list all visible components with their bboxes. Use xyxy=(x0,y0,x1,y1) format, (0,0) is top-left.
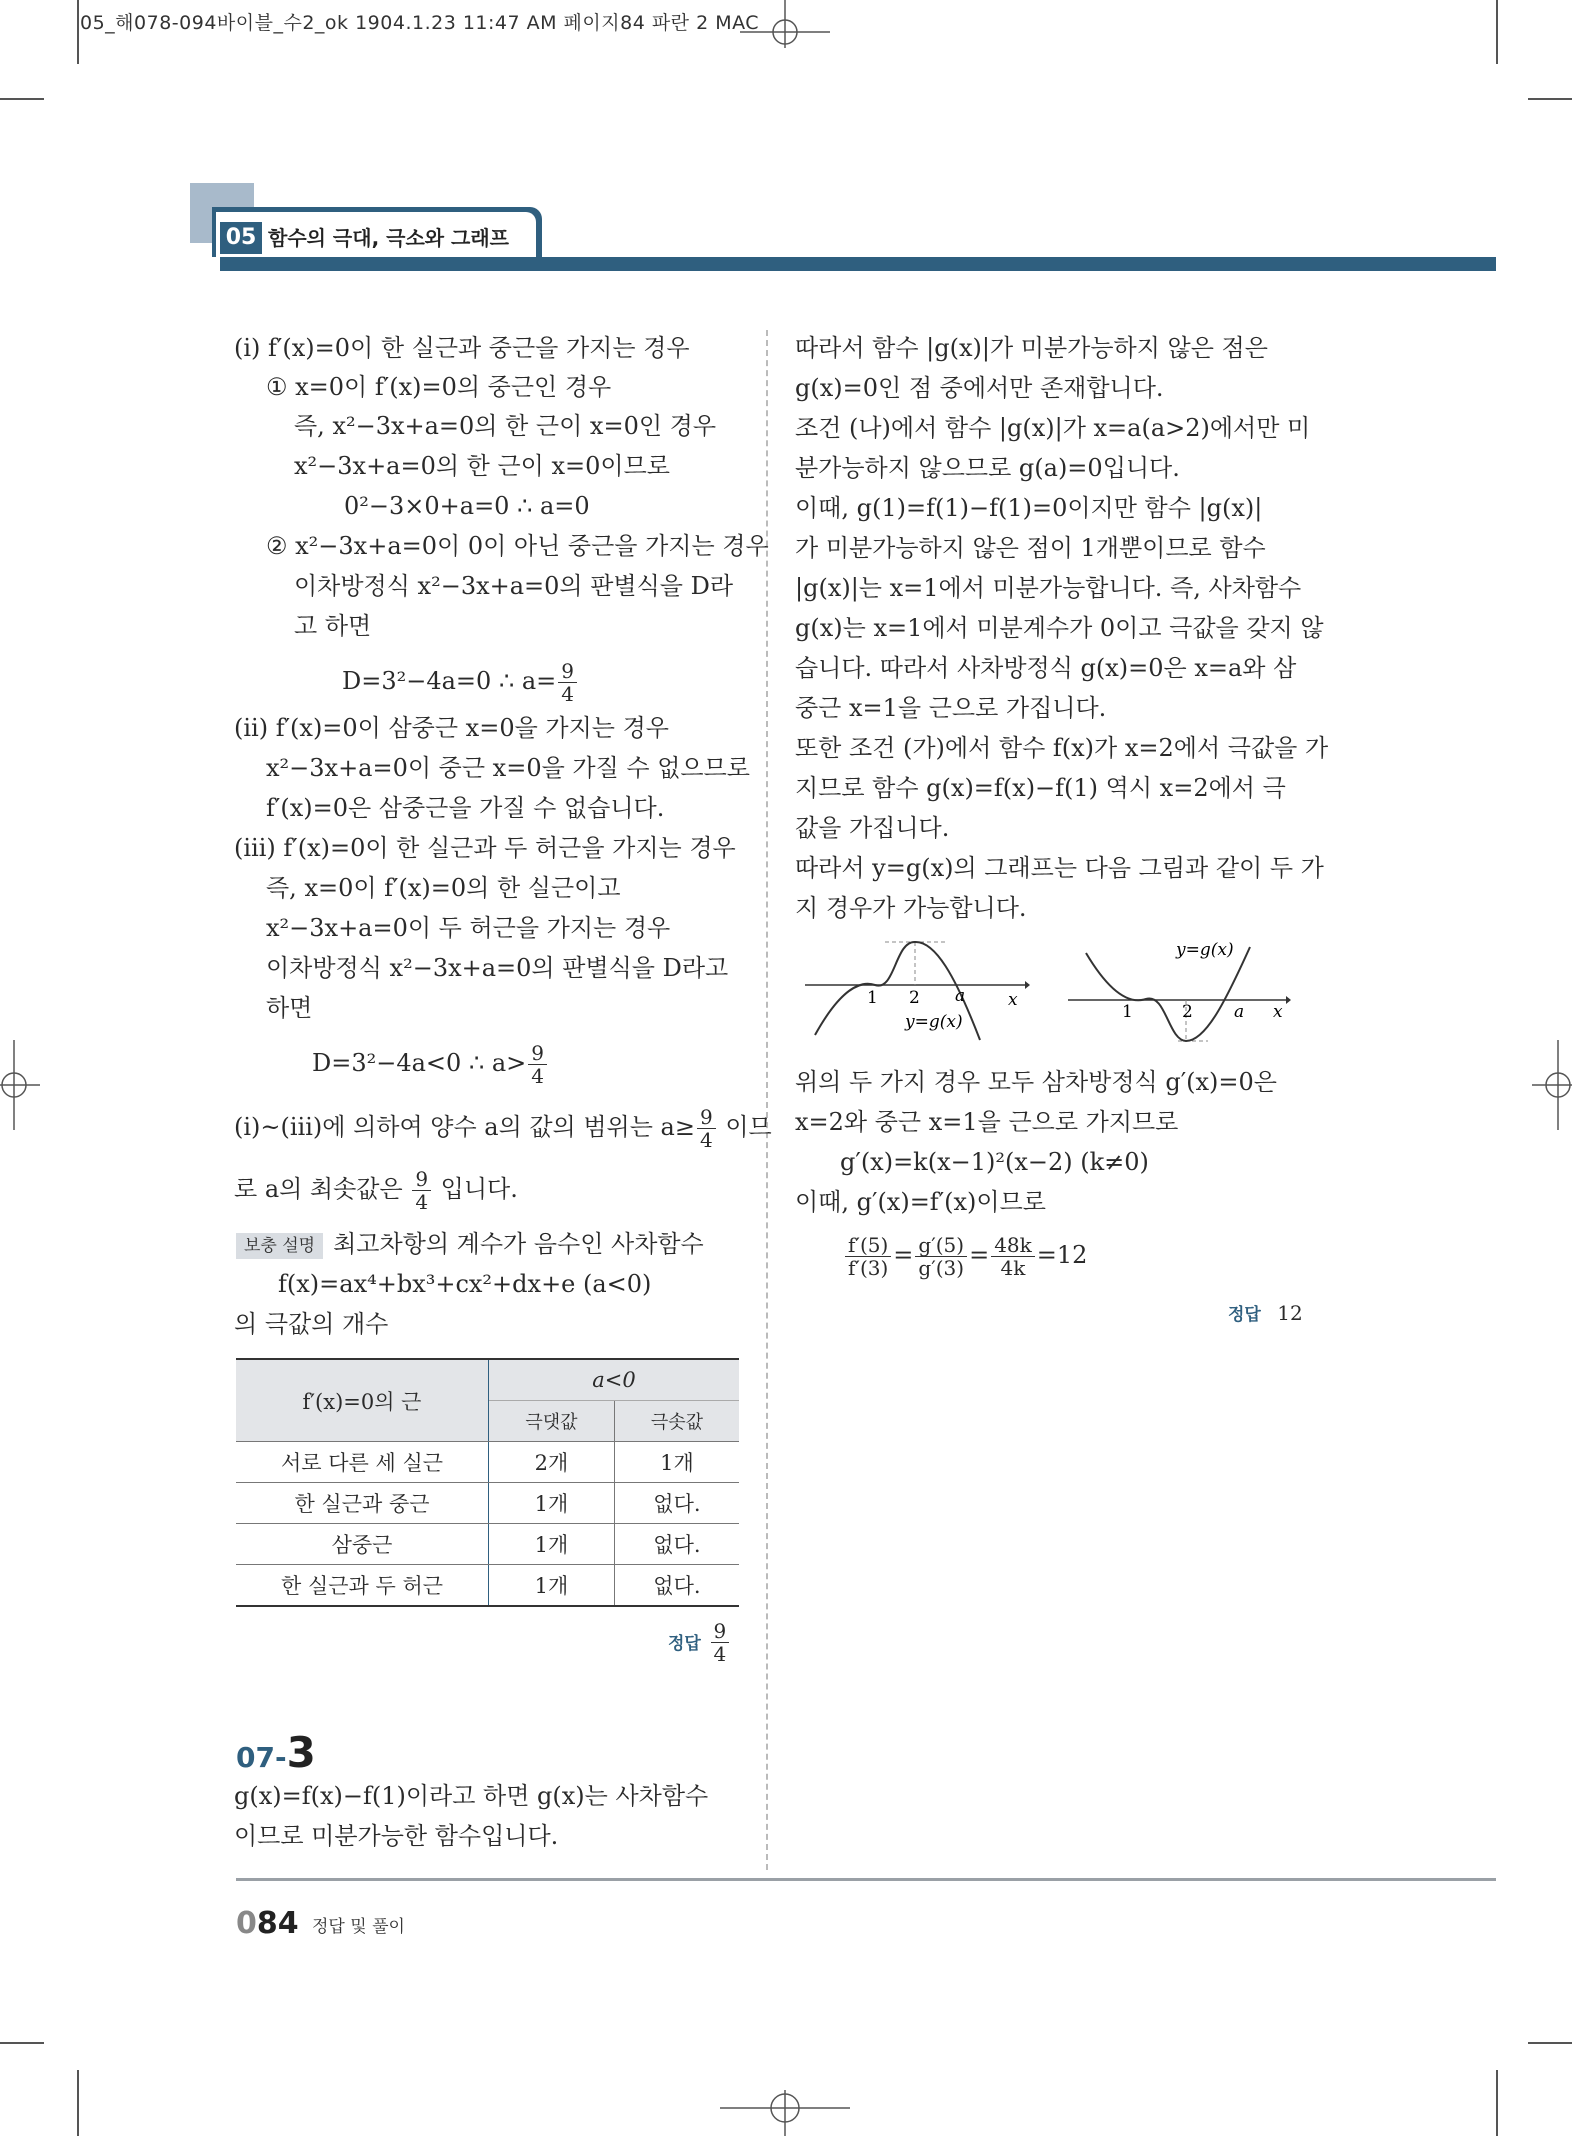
curve-label: y=g(x) xyxy=(1176,940,1234,960)
chapter-title: 함수의 극대, 극소와 그래프 xyxy=(268,226,510,250)
fraction-num: 9 xyxy=(412,1168,431,1191)
fraction xyxy=(528,1042,547,1087)
page-number xyxy=(236,1906,299,1941)
table-cell-min: 없다. xyxy=(614,1483,739,1524)
fraction xyxy=(412,1168,431,1213)
text-line: 이때, g′(x)=f′(x)이므로 xyxy=(795,1188,1046,1216)
equation-line: g′(x)=k(x−1)²(x−2) (k≠0) xyxy=(840,1148,1149,1176)
registration-mark xyxy=(720,2090,850,2136)
text-line: |g(x)|는 x=1에서 미분가능합니다. 즉, 사차함수 xyxy=(795,574,1302,602)
text-line: 위의 두 가지 경우 모두 삼차방정식 g′(x)=0은 xyxy=(795,1068,1277,1096)
case-1-heading: (ⅰ) f′(x)=0이 한 실근과 중근을 가지는 경우 xyxy=(234,334,690,362)
case-1-sub-2: ② x²−3x+a=0이 0이 아닌 중근을 가지는 경우 xyxy=(266,532,769,560)
fraction xyxy=(915,1234,967,1279)
table-header-root: f′(x)=0의 근 xyxy=(236,1359,489,1442)
crop-mark xyxy=(77,2070,79,2136)
table-cell-max: 2개 xyxy=(489,1442,615,1483)
crop-mark xyxy=(1528,2042,1572,2044)
chapter-number: 05 xyxy=(220,222,262,254)
conclusion-line xyxy=(234,1168,518,1213)
axis-label-x: x xyxy=(1008,990,1018,1010)
fraction-den: 4 xyxy=(531,1064,544,1088)
text-line: 이차방정식 x²−3x+a=0의 판별식을 D라고 xyxy=(266,954,729,982)
table-row xyxy=(236,1483,739,1524)
fraction-num: g′(5) xyxy=(915,1234,967,1257)
conclusion-text: 이므 xyxy=(717,1113,772,1141)
axis-label-x: x xyxy=(1273,1002,1283,1022)
fraction-den: 4 xyxy=(415,1190,429,1214)
text-line: 조건 (나)에서 함수 |g(x)|가 x=a(a>2)에서만 미 xyxy=(795,414,1311,442)
fraction-den: f′(3) xyxy=(848,1256,889,1280)
crop-mark xyxy=(1496,0,1498,64)
extrema-table xyxy=(236,1358,739,1607)
text-line: 하면 xyxy=(266,994,313,1022)
fraction-num: 48k xyxy=(991,1234,1035,1257)
crop-mark xyxy=(1528,98,1572,100)
text-line: 중근 x=1을 근으로 가집니다. xyxy=(795,694,1107,722)
chapter-bar xyxy=(220,257,1496,271)
case-3-heading: (ⅲ) f′(x)=0이 한 실근과 두 허근을 가지는 경우 xyxy=(234,834,736,862)
conclusion-text: 로 a의 최솟값은 xyxy=(234,1175,411,1203)
fraction-den: g′(3) xyxy=(918,1256,965,1280)
table-cell-root: 서로 다른 세 실근 xyxy=(236,1442,489,1483)
tick-label-a: a xyxy=(955,986,966,1006)
tick-label-1: 1 xyxy=(867,988,878,1008)
fraction-den: 4k xyxy=(1000,1256,1026,1280)
tick-label-2: 2 xyxy=(909,988,920,1008)
problem-id-prefix: 07- xyxy=(236,1741,287,1774)
page-number-digits: 84 xyxy=(256,1906,299,1941)
table-row xyxy=(236,1524,739,1565)
table-cell-root: 삼중근 xyxy=(236,1524,489,1565)
text-line: g(x)=f(x)−f(1)이라고 하면 g(x)는 사차함수 xyxy=(234,1782,709,1810)
print-slug: 05_해078-094바이블_수2_ok 1904.1.23 11:47 AM 페이지84 파란 2 MAC xyxy=(80,12,760,34)
answer-line xyxy=(668,1620,731,1665)
equation-text: D=3²−4a=0 ∴ a= xyxy=(342,667,557,695)
fraction xyxy=(697,1106,716,1151)
text-line: f′(x)=0은 삼중근을 가질 수 없습니다. xyxy=(266,794,665,822)
text-line: 따라서 함수 |g(x)|가 미분가능하지 않은 점은 xyxy=(795,334,1268,362)
case-2-heading: (ⅱ) f′(x)=0이 삼중근 x=0을 가지는 경우 xyxy=(234,714,669,742)
text-line: 지므로 함수 g(x)=f(x)−f(1) 역시 x=2에서 극 xyxy=(795,774,1286,802)
table-cell-root: 한 실근과 두 허근 xyxy=(236,1565,489,1607)
text-line: g(x)는 x=1에서 미분계수가 0이고 극값을 갖지 않 xyxy=(795,614,1324,642)
equals: = xyxy=(969,1241,990,1269)
fraction-num: 9 xyxy=(697,1106,716,1129)
page-number-zero: 0 xyxy=(236,1906,257,1941)
text-line: 또한 조건 (가)에서 함수 f(x)가 x=2에서 극값을 가 xyxy=(795,734,1329,762)
crop-mark xyxy=(1496,2070,1498,2136)
table-cell-max: 1개 xyxy=(489,1565,615,1607)
text-line: 즉, x=0이 f′(x)=0의 한 실근이고 xyxy=(266,874,621,902)
answer-line xyxy=(1228,1297,1303,1331)
text-line: x=2와 중근 x=1을 근으로 가지므로 xyxy=(795,1108,1179,1136)
conclusion-text: (ⅰ)~(ⅲ)에 의하여 양수 a의 값의 범위는 a≥ xyxy=(234,1113,695,1141)
equals: = xyxy=(893,1241,914,1269)
fraction xyxy=(991,1234,1035,1279)
crop-mark xyxy=(0,2042,44,2044)
equation-line xyxy=(312,1042,549,1087)
text-line: 분가능하지 않으므로 g(a)=0입니다. xyxy=(795,454,1180,482)
fraction-den: 4 xyxy=(713,1642,727,1666)
fraction-num: 9 xyxy=(711,1620,730,1643)
problem-id-number: 3 xyxy=(286,1728,316,1777)
supplement-line xyxy=(236,1228,704,1260)
text-line: g(x)=0인 점 중에서만 존재합니다. xyxy=(795,374,1164,402)
table-cell-min: 1개 xyxy=(614,1442,739,1483)
footer-rule xyxy=(236,1878,1496,1881)
text-line: 고 하면 xyxy=(294,612,372,640)
fraction xyxy=(558,660,577,705)
tick-label-1: 1 xyxy=(1122,1002,1133,1022)
text-line: x²−3x+a=0이 두 허근을 가지는 경우 xyxy=(266,914,671,942)
graph-case-1 xyxy=(805,935,1030,1045)
text-line: 의 극값의 개수 xyxy=(234,1310,389,1338)
answer-label: 정답 xyxy=(668,1634,701,1654)
footer-section-title: 정답 및 풀이 xyxy=(312,1917,405,1937)
registration-mark xyxy=(1532,1040,1572,1130)
answer-value: 12 xyxy=(1277,1301,1303,1325)
axis-arrow xyxy=(1286,996,1291,1004)
supplement-badge: 보충 설명 xyxy=(236,1233,323,1259)
table-header-max: 극댓값 xyxy=(489,1401,615,1442)
equation-text: D=3²−4a<0 ∴ a> xyxy=(312,1049,527,1077)
case-1-sub-1: ① x=0이 f′(x)=0의 중근인 경우 xyxy=(266,373,612,401)
graph-case-2 xyxy=(1068,935,1293,1045)
table-row xyxy=(236,1565,739,1607)
tick-label-a: a xyxy=(1234,1002,1245,1022)
conclusion-text: 입니다. xyxy=(433,1175,518,1203)
table-cell-max: 1개 xyxy=(489,1524,615,1565)
table-header-min: 극솟값 xyxy=(614,1401,739,1442)
text-line: 값을 가집니다. xyxy=(795,814,950,842)
table-cell-root: 한 실근과 중근 xyxy=(236,1483,489,1524)
fraction-num: f′(5) xyxy=(845,1234,891,1257)
fraction-den: 4 xyxy=(699,1128,713,1152)
text-line: 따라서 y=g(x)의 그래프는 다음 그림과 같이 두 가 xyxy=(795,854,1324,882)
crop-mark xyxy=(77,0,79,64)
table-cell-min: 없다. xyxy=(614,1524,739,1565)
problem-id xyxy=(236,1728,316,1777)
text-line: 즉, x²−3x+a=0의 한 근이 x=0인 경우 xyxy=(294,412,717,440)
table-row xyxy=(236,1442,739,1483)
registration-mark xyxy=(0,1040,40,1130)
equation-line xyxy=(342,660,579,705)
text-line: 이때, g(1)=f(1)−f(1)=0이지만 함수 |g(x)| xyxy=(795,494,1263,522)
tick-label-2: 2 xyxy=(1182,1002,1193,1022)
equation-line: f(x)=ax⁴+bx³+cx²+dx+e (a<0) xyxy=(278,1270,652,1298)
table-header-cond: a<0 xyxy=(489,1359,740,1401)
fraction-num: 9 xyxy=(528,1042,547,1065)
text-line: x²−3x+a=0이 중근 x=0을 가질 수 없으므로 xyxy=(266,754,750,782)
ratio-equation xyxy=(843,1234,1087,1279)
axis-arrow xyxy=(1025,981,1030,989)
text-line: 가 미분가능하지 않은 점이 1개뿐이므로 함수 xyxy=(795,534,1266,562)
answer-fraction xyxy=(711,1620,730,1665)
fraction xyxy=(845,1234,891,1279)
fraction-num: 9 xyxy=(558,660,577,683)
text-line: 습니다. 따라서 사차방정식 g(x)=0은 x=a와 삼 xyxy=(795,654,1297,682)
equation-line: 0²−3×0+a=0 ∴ a=0 xyxy=(344,492,590,520)
crop-mark xyxy=(0,98,44,100)
text-line: 이차방정식 x²−3x+a=0의 판별식을 D라 xyxy=(294,572,734,600)
text-line: 이므로 미분가능한 함수입니다. xyxy=(234,1822,559,1850)
curve-label: y=g(x) xyxy=(905,1012,963,1032)
conclusion-line xyxy=(234,1106,772,1151)
text-line: x²−3x+a=0의 한 근이 x=0이므로 xyxy=(294,452,670,480)
answer-label: 정답 xyxy=(1228,1305,1261,1325)
curve xyxy=(1086,947,1250,1041)
fraction-den: 4 xyxy=(561,682,574,706)
text-line: 지 경우가 가능합니다. xyxy=(795,894,1027,922)
equals-result: =12 xyxy=(1036,1241,1088,1269)
table-cell-min: 없다. xyxy=(614,1565,739,1607)
table-cell-max: 1개 xyxy=(489,1483,615,1524)
supplement-text: 최고차항의 계수가 음수인 사차함수 xyxy=(333,1230,704,1258)
